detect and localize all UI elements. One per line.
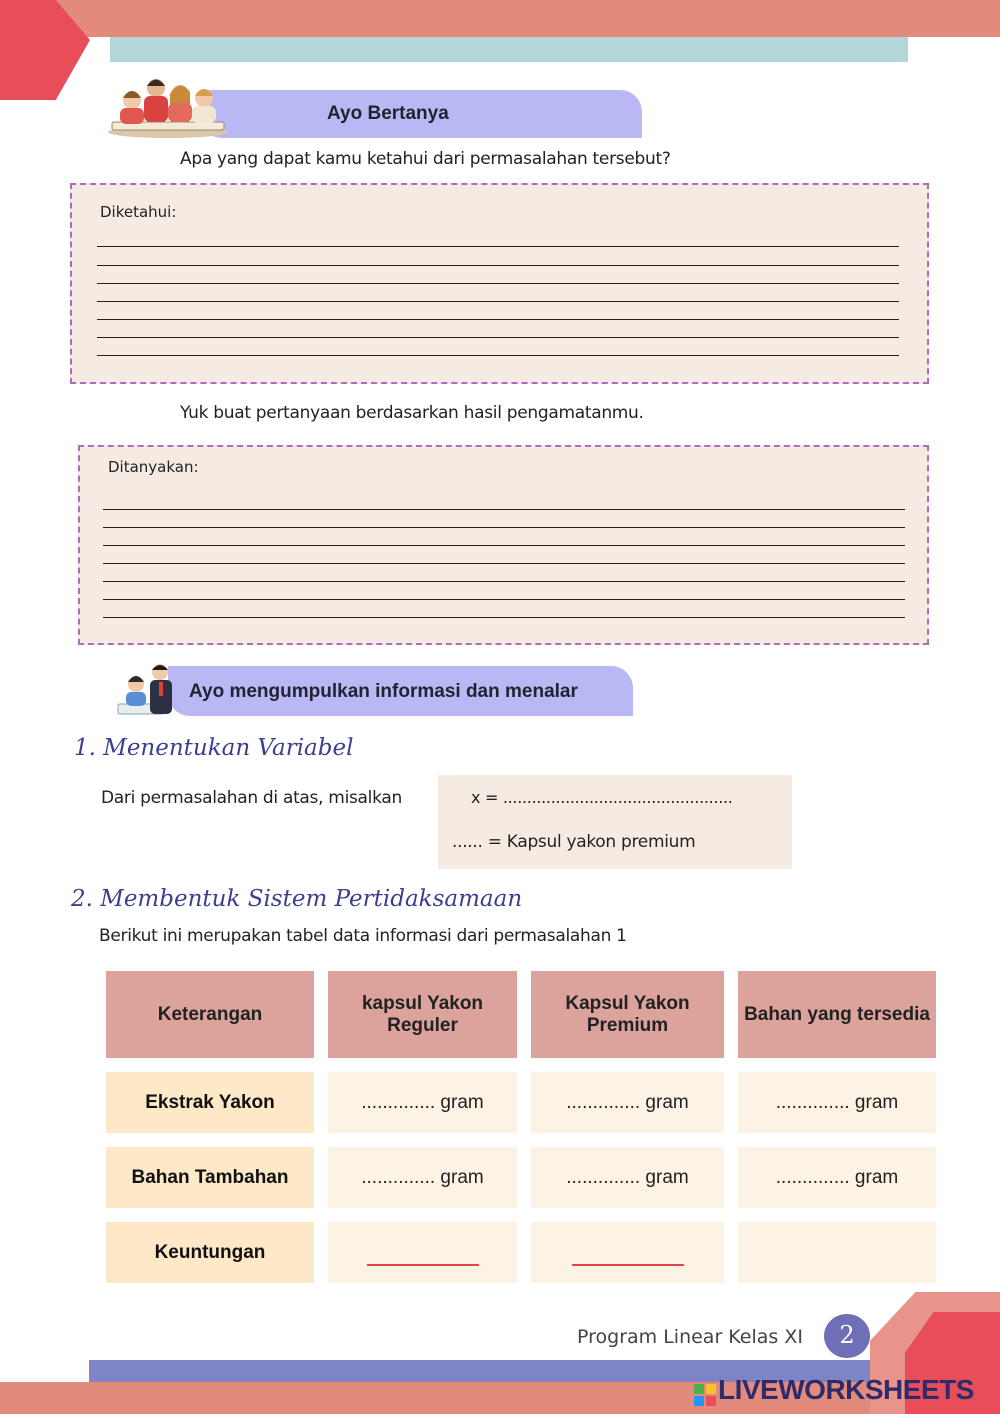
table-row [106, 1147, 936, 1208]
answer-line[interactable] [97, 319, 899, 320]
liveworksheets-brand[interactable] [694, 1374, 974, 1406]
ditanyakan-box [78, 445, 929, 645]
top-decor-strip [110, 37, 908, 62]
question-ask: Yuk buat pertanyaan berdasarkan hasil pengamatanmu. [180, 403, 644, 423]
answer-line[interactable] [97, 355, 899, 356]
table-cell-input[interactable]: .............. gram [531, 1147, 724, 1208]
section-2-title: Membentuk Sistem Pertidaksamaan [100, 886, 523, 912]
section-2-number: 2. [71, 886, 93, 912]
footer-title: Program Linear Kelas XI [577, 1326, 803, 1348]
answer-line[interactable] [97, 301, 899, 302]
row-label: Bahan Tambahan [106, 1147, 314, 1208]
answer-line[interactable] [97, 337, 899, 338]
table-cell-input[interactable]: .............. gram [738, 1072, 936, 1133]
red-underline [572, 1264, 684, 1266]
students-reading-illustration [104, 70, 232, 140]
diketahui-label: Diketahui: [100, 203, 177, 221]
profit-cell-input[interactable] [328, 1222, 517, 1283]
row-label: Ekstrak Yakon [106, 1072, 314, 1133]
section-1-heading [74, 735, 353, 761]
table-header-row [106, 971, 936, 1058]
table-row [106, 1222, 936, 1283]
answer-line[interactable] [103, 599, 905, 600]
diketahui-box [70, 183, 929, 384]
ayo-mengumpulkan-title: Ayo mengumpulkan informasi dan menalar [189, 681, 578, 702]
variable-y-line[interactable]: ...... = Kapsul yakon premium [452, 832, 696, 852]
table-cell-input[interactable]: .............. gram [738, 1147, 936, 1208]
answer-line[interactable] [103, 545, 905, 546]
section-1-number: 1. [74, 735, 96, 761]
red-underline [367, 1264, 479, 1266]
section-2-heading [71, 886, 522, 912]
table-cell-input[interactable]: .............. gram [328, 1072, 517, 1133]
answer-line[interactable] [103, 581, 905, 582]
page-number: 2 [824, 1314, 870, 1358]
answer-line[interactable] [103, 509, 905, 510]
liveworksheets-logo-icon [694, 1384, 716, 1406]
answer-line[interactable] [97, 283, 899, 284]
ayo-bertanya-title: Ayo Bertanya [327, 103, 449, 124]
variables-box [438, 775, 792, 869]
teacher-student-illustration [116, 660, 182, 718]
table-header-cell: Keterangan [106, 971, 314, 1058]
table-header-cell: Kapsul Yakon Premium [531, 971, 724, 1058]
variables-intro: Dari permasalahan di atas, misalkan [101, 788, 402, 808]
profit-cell-input[interactable] [531, 1222, 724, 1283]
data-table [92, 957, 950, 1297]
liveworksheets-wordmark: LIVEWORKSHEETS [718, 1374, 974, 1405]
answer-line[interactable] [97, 265, 899, 266]
answer-line[interactable] [97, 246, 899, 247]
table-header-cell: Bahan yang tersedia [738, 971, 936, 1058]
profit-cell-input[interactable] [738, 1222, 936, 1283]
answer-line[interactable] [103, 617, 905, 618]
question-known: Apa yang dapat kamu ketahui dari permasalahan tersebut? [180, 149, 671, 169]
table-header-cell: kapsul Yakon Reguler [328, 971, 517, 1058]
answer-line[interactable] [103, 563, 905, 564]
table-row [106, 1072, 936, 1133]
table-cell-input[interactable]: .............. gram [531, 1072, 724, 1133]
answer-line[interactable] [103, 527, 905, 528]
top-decor-band [0, 0, 1000, 37]
row-label: Keuntungan [106, 1222, 314, 1283]
section-1-title: Menentukan Variabel [103, 735, 354, 761]
variable-x-line[interactable]: x = ................................................ [471, 788, 733, 807]
table-cell-input[interactable]: .............. gram [328, 1147, 517, 1208]
table-intro: Berikut ini merupakan tabel data informasi dari permasalahan 1 [99, 926, 627, 946]
ditanyakan-label: Ditanyakan: [108, 458, 199, 476]
